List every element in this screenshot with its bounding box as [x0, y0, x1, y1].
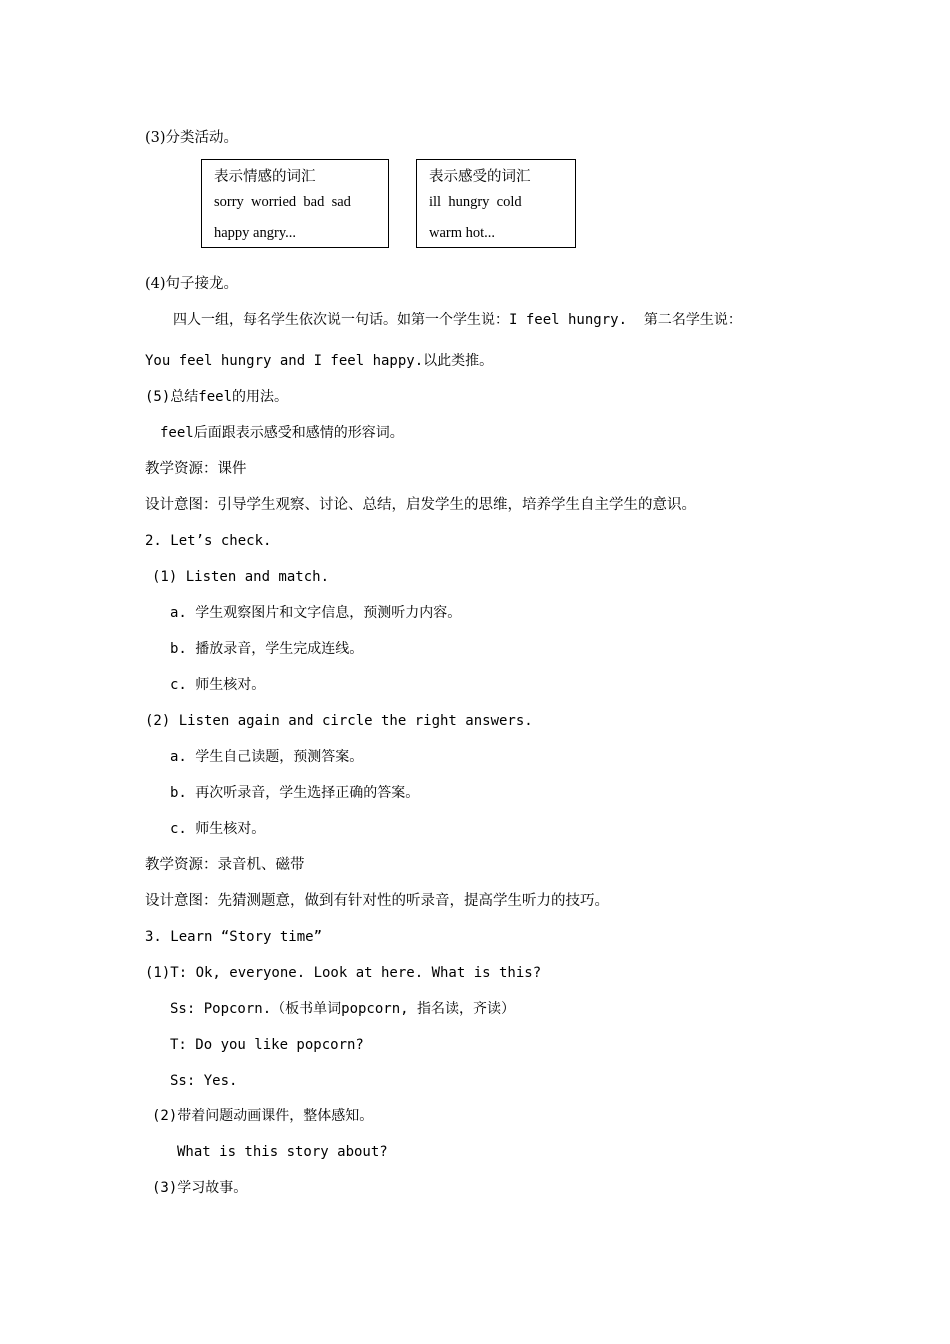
section-3-heading: 3. Learn “Story time”: [145, 929, 323, 945]
design-intent-1: 设计意图：引导学生观察、讨论、总结，启发学生的思维，培养学生自主学生的意识。: [145, 497, 696, 513]
emotion-words-row2: happy angry...: [214, 225, 297, 241]
step-a-2: a. 学生自己读题，预测答案。: [170, 749, 364, 765]
feeling-words-row1: ill hungry cold: [429, 194, 522, 210]
dialogue-ss-1: Ss: Popcorn.（板书单词popcorn, 指名读，齐读）: [170, 1001, 516, 1017]
story-question: What is this story about?: [177, 1144, 388, 1160]
step-b-2: b. 再次听录音，学生选择正确的答案。: [170, 785, 420, 801]
feel-usage-note: feel后面跟表示感受和感情的形容词。: [160, 425, 404, 441]
feeling-words-title: 表示感受的词汇: [429, 169, 531, 185]
step-b-1: b. 播放录音，学生完成连线。: [170, 641, 364, 657]
feeling-words-box: [416, 159, 576, 248]
step-2-heading: (2)带着问题动画课件，整体感知。: [152, 1108, 374, 1124]
activity-4-instructions: 四人一组，每名学生依次说一句话。如第一个学生说：I feel hungry. 第二名学生说：: [173, 312, 742, 328]
step-3-heading: (3)学习故事。: [152, 1180, 248, 1196]
emotion-words-title: 表示情感的词汇: [214, 169, 316, 185]
design-intent-2: 设计意图：先猜测题意，做到有针对性的听录音，提高学生听力的技巧。: [145, 893, 609, 909]
step-a-1: a. 学生观察图片和文字信息，预测听力内容。: [170, 605, 462, 621]
emotion-words-box: [201, 159, 389, 248]
dialogue-t-1: (1)T: Ok, everyone. Look at here. What is this?: [145, 965, 542, 981]
emotion-words-row1: sorry worried bad sad: [214, 194, 351, 210]
activity-4-heading: (4)句子接龙。: [145, 276, 239, 292]
teaching-resource-1: 教学资源：课件: [145, 461, 247, 477]
dialogue-t-2: T: Do you like popcorn?: [170, 1037, 364, 1053]
feeling-words-row2: warm hot...: [429, 225, 496, 241]
step-c-2: c. 师生核对。: [170, 821, 266, 837]
activity-5-heading: (5)总结feel的用法。: [145, 389, 289, 405]
listen-circle-heading: (2) Listen again and circle the right answers.: [145, 713, 533, 729]
dialogue-ss-2: Ss: Yes.: [170, 1073, 238, 1089]
teaching-resource-2: 教学资源：录音机、磁带: [145, 857, 305, 873]
listen-match-heading: (1) Listen and match.: [152, 569, 330, 585]
activity-4-example: You feel hungry and I feel happy.以此类推。: [145, 353, 494, 369]
activity-3-heading: (3)分类活动。: [145, 130, 239, 146]
step-c-1: c. 师生核对。: [170, 677, 266, 693]
section-2-heading: 2. Let’s check.: [145, 533, 272, 549]
